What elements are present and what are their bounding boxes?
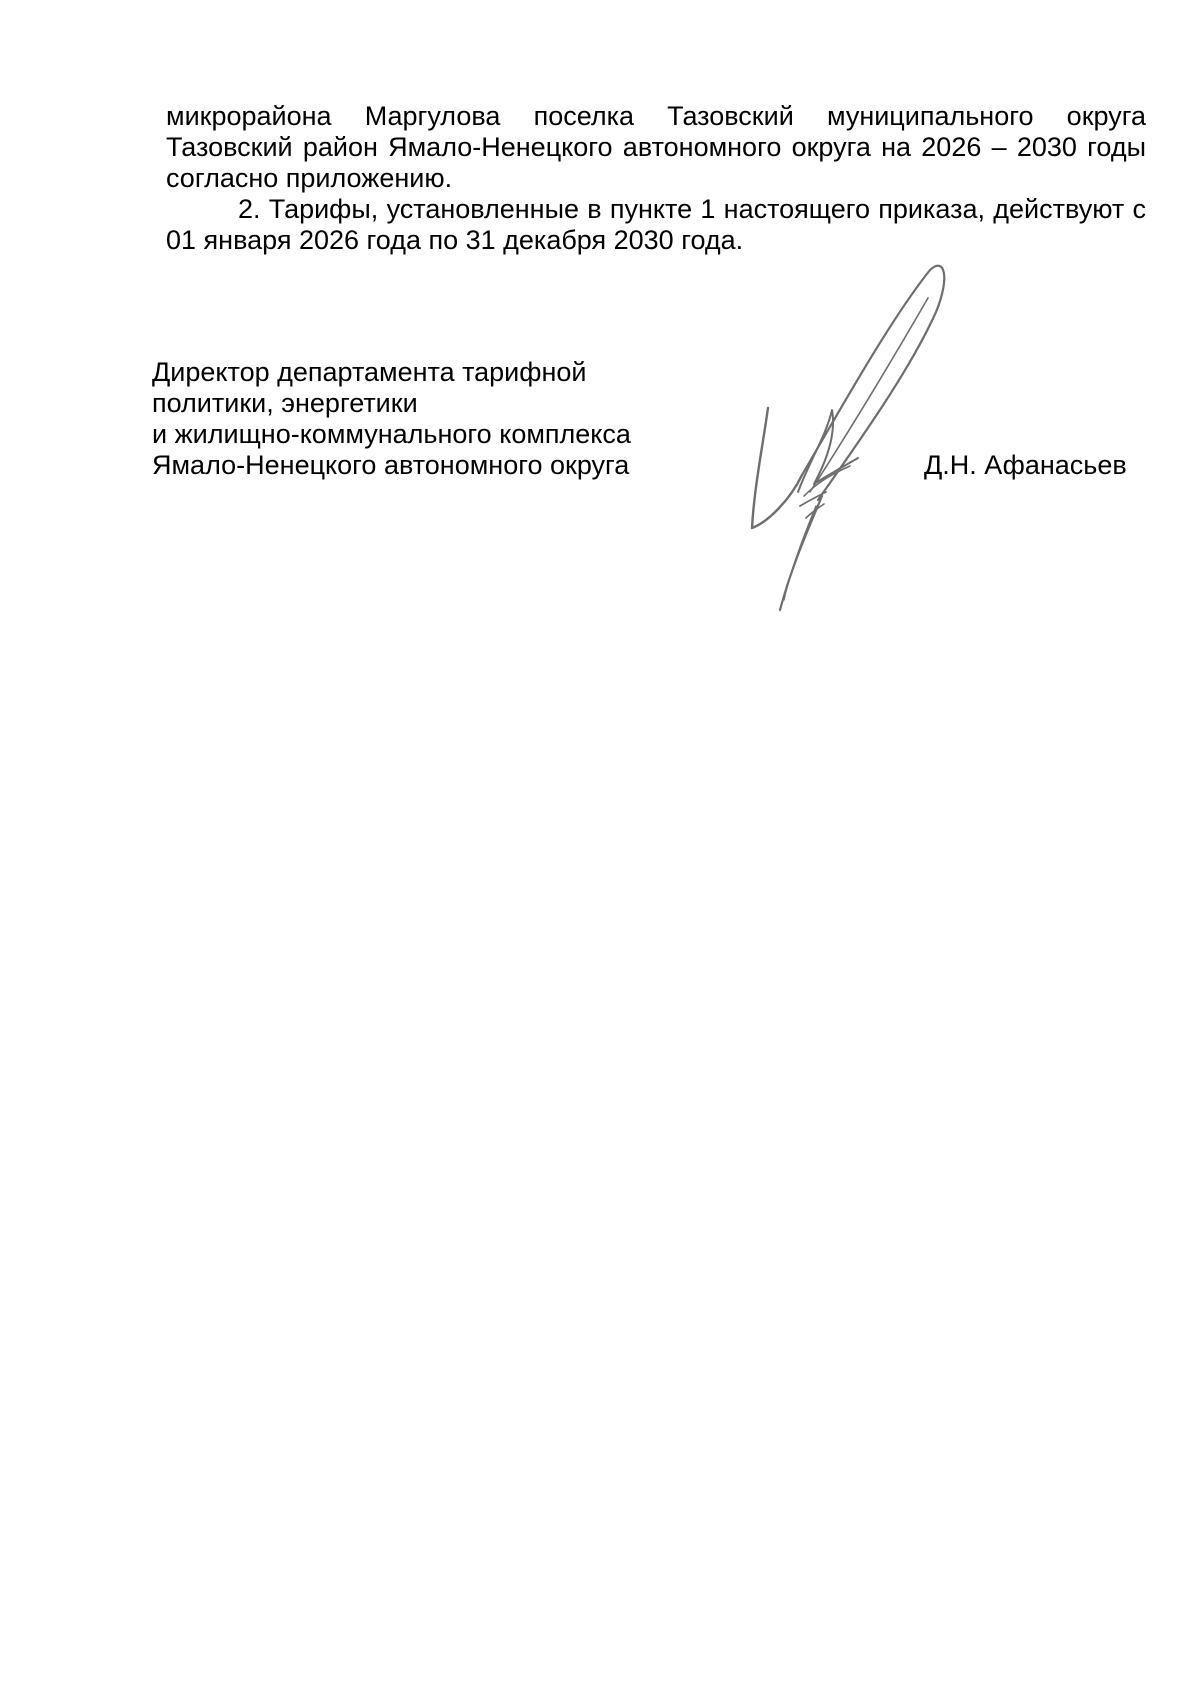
document-body: [166, 101, 1146, 256]
signatory-position: [152, 357, 672, 481]
signer-name: Д.Н. Афанасьев: [924, 450, 1127, 480]
position-line-3: и жилищно-коммунального комплекса: [152, 419, 631, 449]
paragraph-continuation: микрорайона Маргулова поселка Тазовский муниципального округа Тазовский район Ямало-Ненецкого автономного округа на 2026 – 2030 годы согласно приложению.: [166, 101, 1146, 193]
position-line-4: Ямало-Ненецкого автономного округа: [152, 450, 630, 480]
paragraph-item-2: 2. Тарифы, установленные в пункте 1 настоящего приказа, действуют с 01 января 2026 года по 31 декабря 2030 года.: [166, 194, 1146, 255]
handwritten-signature: [740, 260, 980, 630]
position-line-1: Директор департамента тарифной: [152, 357, 587, 387]
position-line-2: политики, энергетики: [152, 388, 418, 418]
